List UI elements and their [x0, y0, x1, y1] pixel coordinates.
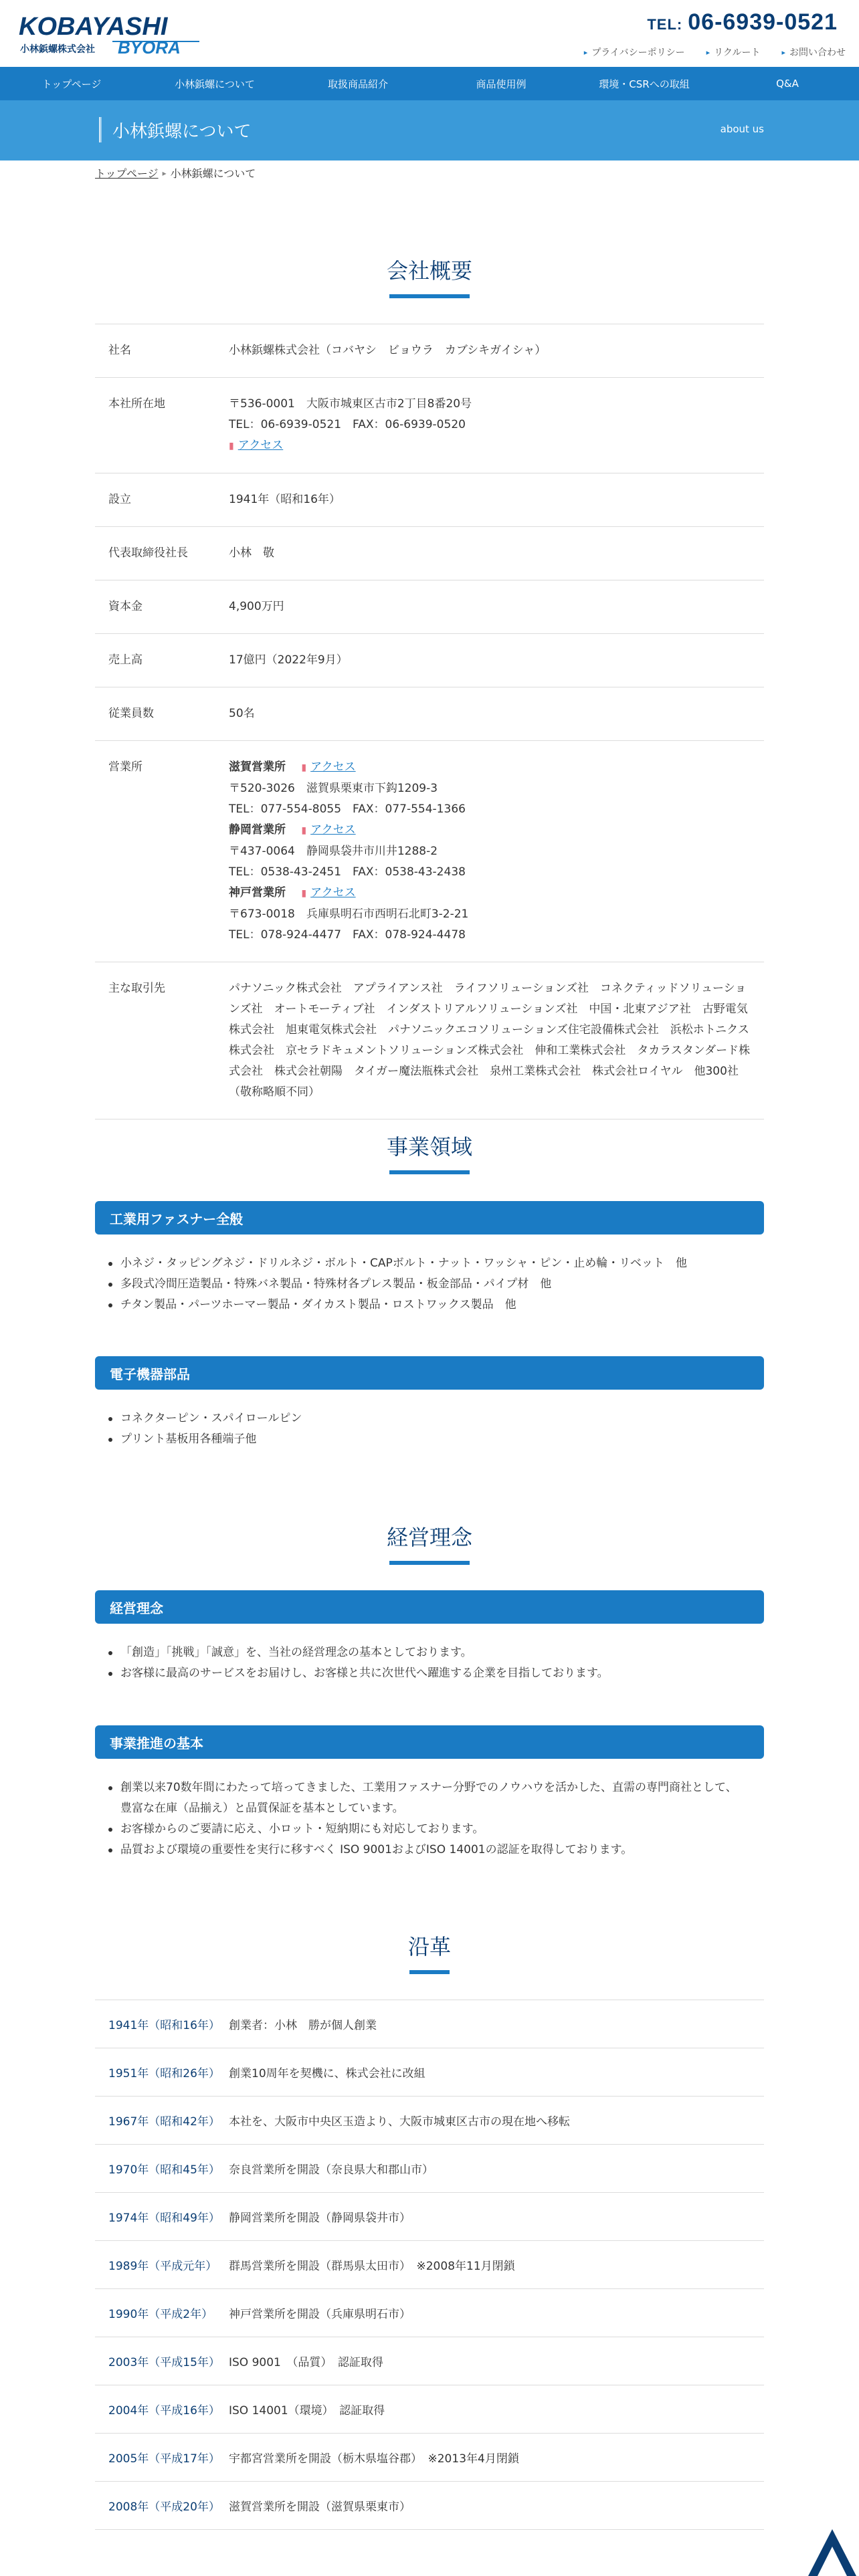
group-title-philosophy: 経営理念: [95, 1590, 764, 1624]
list-item: チタン製品・パーツホーマー製品・ダイカスト製品・ロストワックス製品 他: [108, 1295, 737, 1315]
list-item: 品質および環境の重要性を実行に移すべく ISO 9001およびISO 14001の認証を取得しております。: [108, 1840, 737, 1860]
list-item: 多段式冷間圧造製品・特殊バネ製品・特殊材各プレス製品・板金部品・パイプ材 他: [108, 1274, 737, 1295]
recruit-link[interactable]: ▸ リクルート: [706, 47, 761, 58]
section-heading-business: 事業領域: [0, 1130, 859, 1174]
title-bar-decoration: [99, 117, 102, 142]
chevron-right-icon: ▸: [162, 168, 167, 178]
table-row: [95, 2482, 764, 2530]
history-year: 2003年（平成15年）: [108, 2356, 220, 2369]
svg-text:小林鋲螺株式会社: 小林鋲螺株式会社: [20, 44, 95, 55]
office-name-kobe: 神戸営業所: [229, 886, 286, 899]
breadcrumb: [95, 165, 256, 181]
table-row: [95, 2385, 764, 2434]
page-title-en: about us: [720, 123, 764, 135]
row-label: 売上高: [108, 653, 142, 667]
table-row: [95, 324, 764, 378]
group-title-business-basics: 事業推進の基本: [95, 1725, 764, 1759]
history-event: 創業10周年を契機に、株式会社に改組: [229, 2067, 425, 2080]
page-top-button[interactable]: [805, 2516, 859, 2576]
fastener-list: [108, 1253, 737, 1315]
row-value: 1941年（昭和16年）: [229, 493, 341, 506]
row-value: 〒536-0001 大阪市城東区古市2丁目8番20号 TEL：06-6939-0521 FAX：06-6939-0520 ▮ アクセス: [229, 378, 764, 473]
history-event: ISO 14001（環境） 認証取得: [229, 2404, 385, 2418]
table-row: [95, 527, 764, 580]
list-item: お客様からのご要請に応え、小ロット・短納期にも対応しております。: [108, 1819, 737, 1840]
tel-label: TEL:: [647, 16, 683, 33]
svg-text:KOBAYASHI: KOBAYASHI: [19, 13, 168, 41]
row-value: 4,900万円: [229, 600, 284, 613]
list-item: お客様に最高のサービスをお届けし、お客様と共に次世代へ躍進する企業を目指しております。: [108, 1663, 737, 1684]
chevron-up-icon: [805, 2516, 859, 2576]
history-event: 奈良営業所を開設（奈良県大和郡山市）: [229, 2163, 434, 2177]
philosophy-list: [108, 1642, 737, 1684]
row-value: 小林 敬: [229, 546, 274, 560]
access-link-head-office[interactable]: ▮ アクセス: [229, 439, 283, 452]
history-event: 群馬営業所を開設（群馬県太田市） ※2008年11月閉鎖: [229, 2260, 515, 2273]
map-pin-icon: ▮: [301, 825, 307, 836]
page-title: 小林鋲螺について: [99, 117, 251, 142]
chevron-right-icon: ▸: [781, 47, 785, 57]
nav-item-top[interactable]: トップページ: [41, 78, 102, 90]
history-year: 1951年（昭和26年）: [108, 2067, 220, 2080]
table-row: [95, 2289, 764, 2337]
access-link-shiga[interactable]: ▮ アクセス: [301, 760, 355, 774]
history-year: 2004年（平成16年）: [108, 2404, 220, 2418]
history-year: 1974年（昭和49年）: [108, 2212, 220, 2225]
history-event: 本社を、大阪市中央区玉造より、大阪市城東区古市の現在地へ移転: [229, 2115, 570, 2129]
map-pin-icon: ▮: [301, 888, 307, 899]
privacy-policy-link[interactable]: ▸ プライバシーポリシー: [583, 47, 685, 58]
history-event: 創業者：小林 勝が個人創業: [229, 2019, 377, 2032]
svg-text:BYORA: BYORA: [118, 37, 181, 56]
office-name-shiga: 滋賀営業所: [229, 760, 286, 774]
history-event: 静岡営業所を開設（静岡県袋井市）: [229, 2212, 411, 2225]
history-year: 1970年（昭和45年）: [108, 2163, 220, 2177]
nav-item-about[interactable]: 小林鋲螺について: [175, 78, 255, 90]
history-year: 1967年（昭和42年）: [108, 2115, 220, 2129]
history-event: 滋賀営業所を開設（滋賀県栗東市）: [229, 2500, 411, 2514]
history-year: 1990年（平成2年）: [108, 2308, 213, 2321]
page-title-band: [0, 100, 859, 160]
breadcrumb-home-link[interactable]: トップページ: [95, 167, 159, 180]
table-row: [95, 2434, 764, 2482]
history-event: 神戸営業所を開設（兵庫県明石市）: [229, 2308, 411, 2321]
table-row: [95, 2000, 764, 2048]
section-heading-philosophy: 経営理念: [0, 1521, 859, 1565]
list-item: プリント基板用各種端子他: [108, 1429, 737, 1450]
map-pin-icon: ▮: [301, 762, 307, 773]
table-row: [95, 962, 764, 1119]
row-label: 本社所在地: [108, 397, 165, 411]
nav-item-usage[interactable]: 商品使用例: [476, 78, 527, 90]
global-nav: [0, 67, 859, 100]
table-row: [95, 2145, 764, 2193]
electronics-list: [108, 1408, 737, 1450]
list-item: コネクターピン・スパイロールピン: [108, 1408, 737, 1429]
row-label: 営業所: [108, 760, 142, 774]
row-value: パナソニック株式会社 アプライアンス社 ライフソリューションズ社 コネクティッドソリューションズ社 オートモーティブ社 インダストリアルソリューションズ社 中国・北東アジア社 古野電気株式会社 旭東電気株式会社 パナソニックエコソリューションズ住宅設備株式会社 浜松ホトニクス株式会社 京セラドキュメントソリューションズ株式会社 伸和工業株式会社 タカラスタンダード株式会社 株式会社朝陽 タイガー魔法瓶株式会社 泉州工業株式会社 株式会社ロイヤル 他300社（敬称略順不同）: [229, 982, 751, 1099]
nav-item-csr[interactable]: 環境・CSRへの取組: [599, 78, 690, 90]
section-heading-company: 会社概要: [0, 254, 859, 298]
nav-item-qa[interactable]: Q&A: [776, 78, 799, 90]
row-value: 滋賀営業所 ▮ アクセス 〒520-3026 滋賀県栗東市下鈎1209-3 TEL：077-554-8055 FAX：077-554-1366 静岡営業所 ▮ アクセス 〒437-0064 静岡県袋井市川井1288-2 TEL：0538-43-2451 FAX：0538-43-2438 神戸営業所 ▮ アクセス 〒673-0018 兵庫県明石市西明石北町3-2-21 TEL：078-924-4477 FAX：078-924-4478: [229, 741, 764, 962]
table-row: [95, 2241, 764, 2289]
history-year: 1989年（平成元年）: [108, 2260, 217, 2273]
table-row: [95, 378, 764, 473]
heading-underline: [409, 1970, 450, 1974]
company-logo[interactable]: [19, 12, 206, 56]
history-table: [95, 2000, 764, 2530]
section-heading-history: 沿革: [0, 1930, 859, 1974]
map-pin-icon: ▮: [229, 441, 234, 451]
table-row: [95, 2048, 764, 2097]
heading-underline: [389, 294, 470, 298]
row-label: 資本金: [108, 600, 142, 613]
chevron-right-icon: ▸: [706, 47, 710, 57]
history-year: 1941年（昭和16年）: [108, 2019, 220, 2032]
list-item: 創業以来70数年間にわたって培ってきました、工業用ファスナー分野でのノウハウを活かした、直需の専門商社として、豊富な在庫（品揃え）と品質保証を基本としています。: [108, 1778, 737, 1819]
contact-link[interactable]: ▸ お問い合わせ: [781, 47, 846, 58]
table-row: [95, 2193, 764, 2241]
table-row: [95, 741, 764, 962]
group-title-electronics: 電子機器部品: [95, 1356, 764, 1390]
phone-number[interactable]: [647, 9, 838, 35]
row-label: 社名: [108, 344, 131, 357]
history-year: 2005年（平成17年）: [108, 2452, 220, 2466]
utility-links: [584, 45, 846, 59]
office-name-shizuoka: 静岡営業所: [229, 823, 286, 837]
row-value: 50名: [229, 707, 255, 720]
heading-underline: [389, 1561, 470, 1565]
nav-item-products[interactable]: 取扱商品紹介: [327, 78, 388, 90]
table-row: [95, 2097, 764, 2145]
access-link-kobe[interactable]: ▮ アクセス: [301, 886, 355, 899]
table-row: [95, 2337, 764, 2385]
row-label: 主な取引先: [108, 982, 165, 995]
tel-number[interactable]: 06-6939-0521: [688, 9, 838, 35]
table-row: [95, 634, 764, 687]
chevron-right-icon: ▸: [583, 47, 588, 57]
row-label: 従業員数: [108, 707, 154, 720]
list-item: 「創造」「挑戦」「誠意」を、当社の経営理念の基本としております。: [108, 1642, 737, 1663]
site-header: [0, 0, 859, 67]
access-link-shizuoka[interactable]: ▮ アクセス: [301, 823, 355, 837]
list-item: 小ネジ・タッピングネジ・ドリルネジ・ボルト・CAPボルト・ナット・ワッシャ・ピン・止め輪・リベット 他: [108, 1253, 737, 1274]
table-row: [95, 473, 764, 527]
breadcrumb-current: 小林鋲螺について: [170, 167, 256, 180]
history-event: 宇都宮営業所を開設（栃木県塩谷郡） ※2013年4月閉鎖: [229, 2452, 519, 2466]
heading-underline: [389, 1170, 470, 1174]
history-year: 2008年（平成20年）: [108, 2500, 220, 2514]
row-value: 小林鋲螺株式会社（コバヤシ ビョウラ カブシキガイシャ）: [229, 344, 547, 357]
history-event: ISO 9001 （品質） 認証取得: [229, 2356, 383, 2369]
table-row: [95, 687, 764, 741]
row-value: 17億円（2022年9月）: [229, 653, 348, 667]
row-label: 設立: [108, 493, 131, 506]
group-title-fasteners: 工業用ファスナー全般: [95, 1201, 764, 1235]
table-row: [95, 580, 764, 634]
business-basics-list: [108, 1778, 737, 1860]
row-label: 代表取締役社長: [108, 546, 188, 560]
company-table: [95, 324, 764, 1119]
